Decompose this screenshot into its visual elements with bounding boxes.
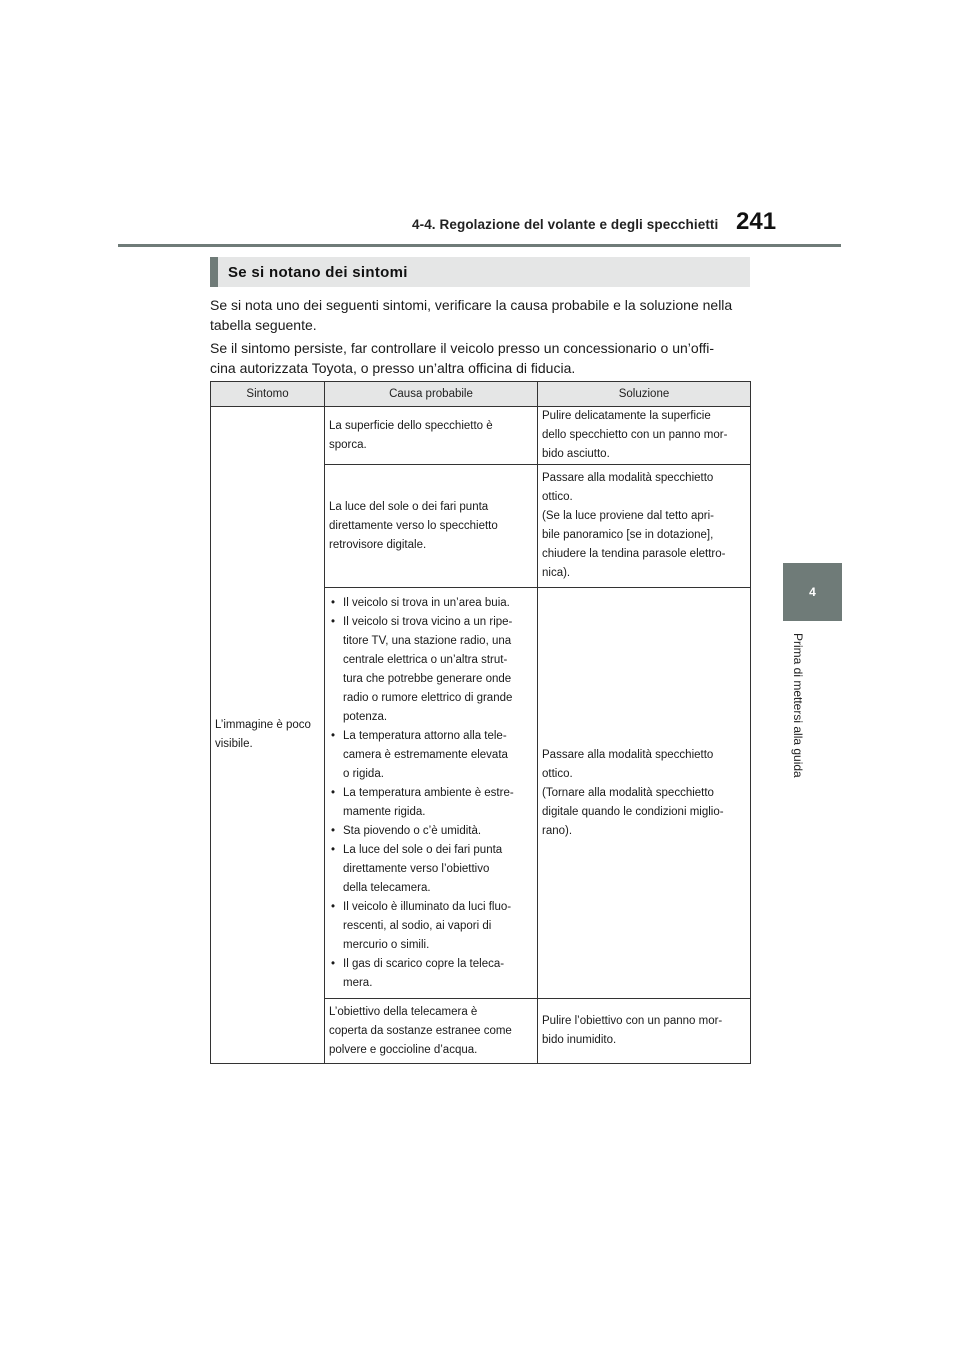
section-heading [210, 257, 750, 287]
cause-list-item: • Il veicolo è illuminato da luci fluo- rescenti, al sodio, ai vapori di mercurio o simili. [329, 898, 533, 955]
solution-text: Pulire delicatamente la superficie dello specchietto con un panno mor- bido asciutto. [542, 410, 728, 460]
intro-paragraph-1: Se si nota uno dei seguenti sintomi, verificare la causa probabile e la soluzione nella tabella seguente. [210, 297, 733, 333]
symptom-text: L’immagine è poco visibile. [215, 719, 311, 750]
header-cause: Causa probabile [325, 382, 538, 407]
cause-text: La luce del sole o dei fari punta direttamente verso lo specchietto retrovisore digitale. [329, 500, 498, 551]
symptoms-table [210, 381, 751, 1064]
cause-cell [325, 999, 538, 1064]
solution-cell [538, 999, 751, 1064]
cause-cell [325, 407, 538, 465]
cause-list-item: • La temperatura ambiente è estre- mamente rigida. [329, 784, 533, 822]
cause-list-item: • Il gas di scarico copre la teleca- mera. [329, 955, 533, 993]
cause-list-item: • Sta piovendo o c’è umidità. [329, 822, 533, 841]
header-rule [118, 244, 841, 247]
cause-list-item: • La luce del sole o dei fari punta direttamente verso l’obiettivo della telecamera. [329, 841, 533, 898]
solution-text: Passare alla modalità specchietto ottico. (Tornare alla modalità specchietto digitale quando le condizioni miglio- rano). [542, 748, 724, 837]
cause-list-item: • La temperatura attorno alla tele- camera è estremamente elevata o rigida. [329, 727, 533, 784]
cause-text: L’obiettivo della telecamera è coperta da sostanze estranee come polvere e goccioline d’acqua. [329, 1005, 512, 1056]
cause-cell [325, 588, 538, 999]
table-row [211, 407, 751, 465]
header-solution: Soluzione [538, 382, 751, 407]
chapter-title: 4-4. Regolazione del volante e degli specchietti [412, 217, 719, 232]
solution-cell [538, 588, 751, 999]
solution-text: Passare alla modalità specchietto ottico. (Se la luce proviene dal tetto apri- bile panoramico [se in dotazione], chiudere la tendina parasole elettro- nica). [542, 472, 726, 579]
symptom-cell [211, 407, 325, 1064]
cause-cell [325, 465, 538, 588]
section-heading-bar [210, 257, 218, 287]
chapter-tab-label: Prima di mettersi alla guida [791, 633, 805, 778]
solution-cell [538, 465, 751, 588]
cause-text: La superficie dello specchietto è sporca. [329, 419, 493, 451]
section-heading-text: Se si notano dei sintomi [228, 263, 408, 281]
table-header-row [211, 382, 751, 407]
cause-list-item: • Il veicolo si trova vicino a un ripe- titore TV, una stazione radio, una centrale elettrica o un’altra strut- tura che potrebbe generare onde radio o rumore elettrico di grande potenza. [329, 613, 533, 727]
solution-text: Pulire l’obiettivo con un panno mor- bido inumidito. [542, 1015, 723, 1046]
intro-paragraph-2: Se il sintomo persiste, far controllare il veicolo presso un concessionario o un’offi- cina autorizzata Toyota, o presso un’altra officina di fiducia. [210, 340, 714, 376]
cause-list-item: • Il veicolo si trova in un’area buia. [329, 594, 533, 613]
cause-list [329, 594, 533, 993]
chapter-tab-number: 4 [809, 585, 816, 599]
solution-cell [538, 407, 751, 465]
page-number: 241 [736, 208, 777, 235]
chapter-tab [783, 563, 842, 621]
header-symptom: Sintomo [211, 382, 325, 407]
